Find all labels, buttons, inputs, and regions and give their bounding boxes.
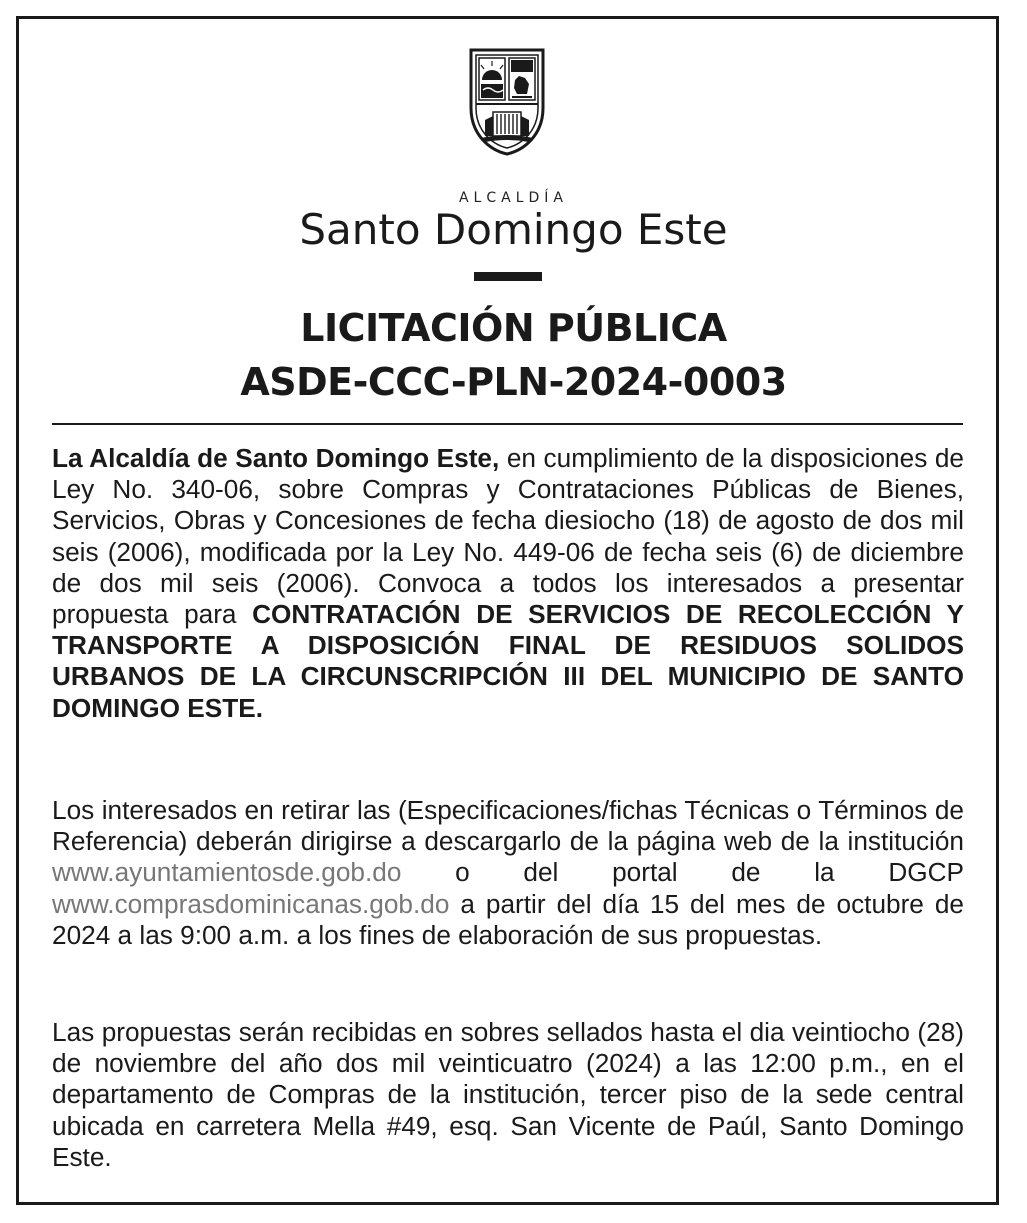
documents-text-1: Los interesados en retirar las (Especificaciones/fichas Técnicas o Términos de Referencia) deberán dirigirse a descargarlo de la página web de la institución — [52, 795, 964, 857]
coat-of-arms-icon — [467, 46, 547, 158]
tender-object: CONTRATACIÓN DE SERVICIOS DE RECOLECCIÓN Y TRANSPORTE A DISPOSICIÓN FINAL DE RESIDUOS SOLIDOS URBANOS DE LA CIRCUNSCRIPCIÓN III DEL MUNICIPIO DE SANTO DOMINGO ESTE. — [52, 599, 964, 723]
dgcp-portal-link[interactable]: www.comprasdominicanas.gob.do — [52, 888, 450, 919]
notice-reference-code: ASDE-CCC-PLN-2024-0003 — [240, 360, 787, 404]
paragraph-documents — [52, 795, 964, 951]
notice-title: LICITACIÓN PÚBLICA — [300, 306, 727, 350]
paragraph-convocation — [52, 443, 964, 724]
org-eyebrow: ALCALDÍA — [458, 190, 568, 206]
documents-text-2: o del portal de la DGCP — [401, 857, 964, 888]
institution-name: La Alcaldía de Santo Domingo Este, — [52, 443, 500, 473]
section-divider — [52, 423, 963, 425]
legal-basis-text: en cumplimiento de la disposiciones de Ley No. 340-06, sobre Compras y Contrataciones Públicas de Bienes, Servicios, Obras y Concesiones de fecha diesiocho (18) de agosto de dos mil seis (2006), modificada por la Ley No. 449-06 de fecha seis (6) de diciembre de dos mil seis (2006). Convoca a todos los interesados a presentar propuesta para — [52, 443, 964, 630]
paragraph-submission — [52, 1017, 964, 1173]
title-divider — [474, 272, 542, 281]
institution-website-link[interactable]: www.ayuntamientosde.gob.do — [52, 857, 402, 888]
org-name: Santo Domingo Este — [299, 205, 728, 254]
documents-text-3: a partir del día 15 del mes de octubre de 2024 a las 9:00 a.m. a los fines de elaboración de sus propuestas. — [52, 888, 964, 950]
submission-text: Las propuestas serán recibidas en sobres sellados hasta el dia veintiocho (28) de noviembre del año dos mil veinticuatro (2024) a las 12:00 p.m., en el departamento de Compras de la institución, tercer piso de la sede central ubicada en carretera Mella #49, esq. San Vicente de Paúl, Santo Domingo Este. — [52, 1017, 964, 1172]
